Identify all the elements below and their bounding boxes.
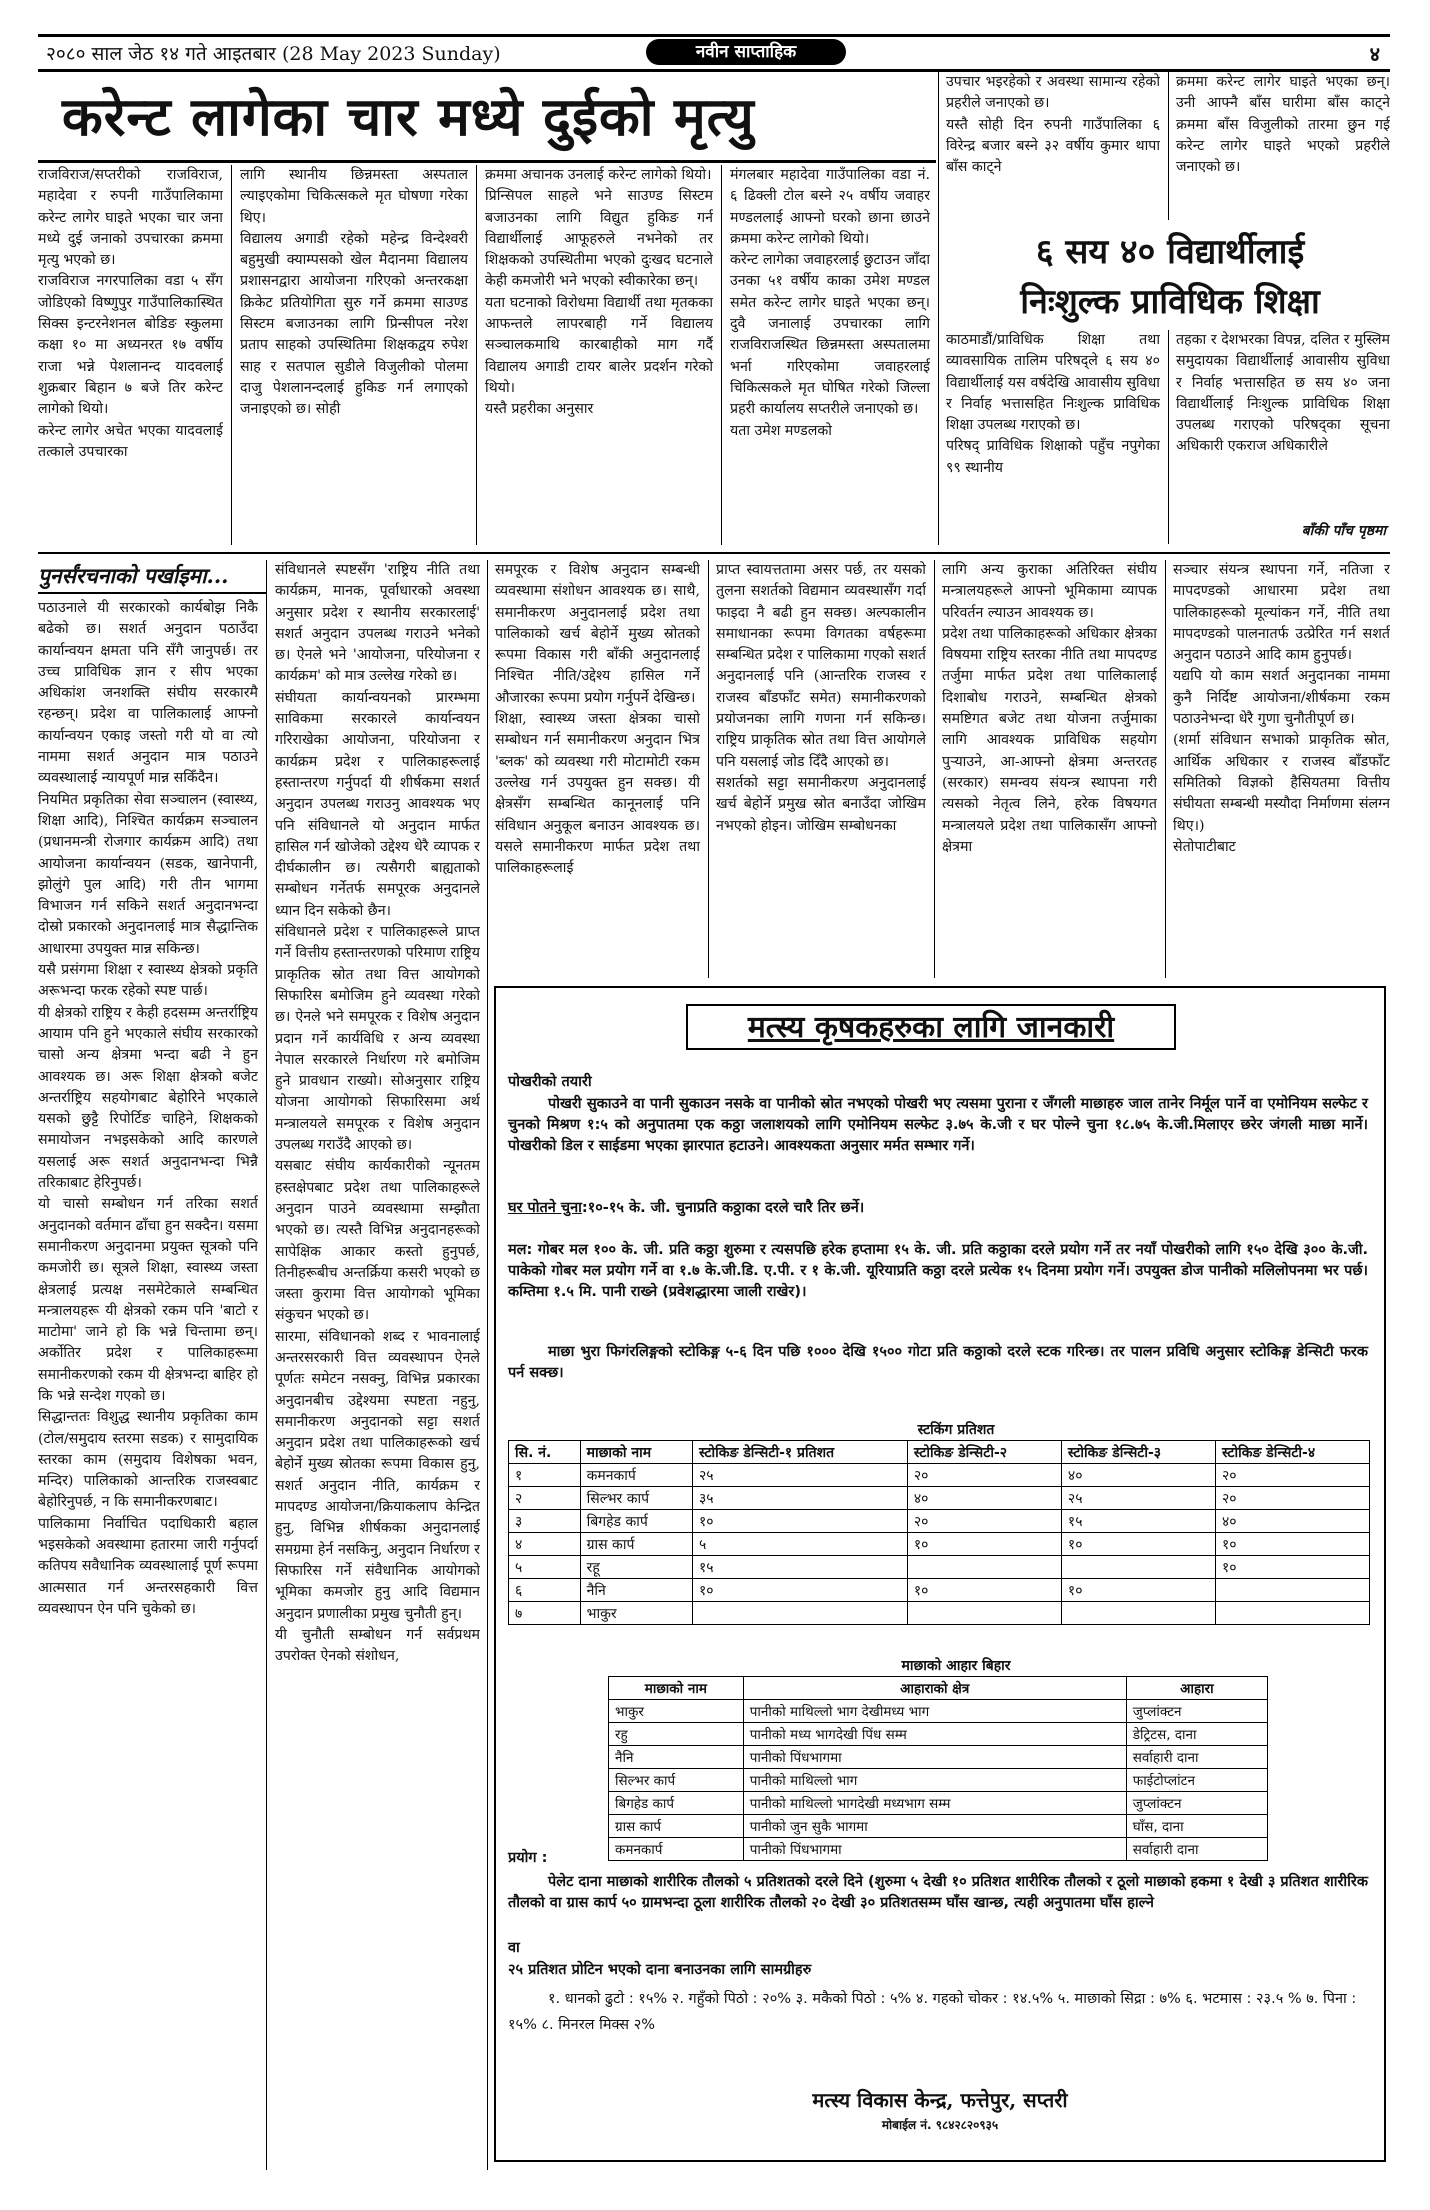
table-row <box>609 1838 1268 1861</box>
column-header: माछाको नाम <box>609 1677 744 1700</box>
table-cell: जुप्लांक्टन <box>1126 1792 1267 1815</box>
pond-prep-text: पोखरी सुकाउने वा पानी सुकाउन नसके वा पानीको स्रोत नभएको पोखरी भए त्यसमा पुराना र जँगली माछाहरु जाल तानेर निर्मूल पार्ने वा एमोनियम सल्फेट र चुनको मिश्रण १:५ को अनुपातमा एक कठ्ठा जलाशयको लागि एमोनियम सल्फेट ३.७५ के.जी र घर पोल्ने चुना १८.७५ के.जी.मिलाएर छरेर जंगली माछा मार्ने। पोखरीको डिल र साईडमा भएका झारपात हटाउने। आवश्यकता अनुसार मर्मत सम्भार गर्ने। <box>508 1096 1368 1154</box>
story3-column-3: समपूरक र विशेष अनुदान सम्बन्धी व्यवस्थामा संशोधन आवश्यक छ। साथै, समानीकरण अनुदानलाई प्रदेश तथा पालिकाको खर्च बेहोर्ने मुख्य स्रोतको रूपमा विकास गरी बाँकी अनुदानलाई निश्चित नीति/उद्देश्य हासिल गर्ने औजारका रूपमा प्रयोग गर्नुपर्ने देखिन्छ। शिक्षा, स्वास्थ्य जस्ता क्षेत्रका चासो सम्बोधन गर्न समानीकरण अनुदान भित्र 'ब्लक' को व्यवस्था गरी मोटामोटी रकम उल्लेख गर्न उपयुक्त हुन सक्छ। यी क्षेत्रसँग सम्बन्धित कानूनलाई पनि संविधान अनुकूल बनाउन आवश्यक छ। यसले समानीकरण मार्फत प्रदेश तथा पालिकाहरूलाई <box>495 562 700 877</box>
table-cell: रहु <box>609 1723 744 1746</box>
table-cell <box>1215 1579 1369 1602</box>
column-rule <box>934 560 935 978</box>
column-rule <box>231 165 232 545</box>
story1-column-4: मंगलबार महादेवा गाउँपालिका वडा नं. ६ ढिक्ली टोल बस्ने २५ वर्षीय जवाहर मण्डललाई आफ्नो घरको छाना छाउने क्रममा करेन्ट लागेको थियो। करेन्ट लागेका जवाहरलाई छुटाउन जाँदा उनका ५१ वर्षीय काका उमेश मण्डल समेत करेन्ट लागेर घाइते भएका छन्। दुवै जनालाई उपचारका लागि राजविराजस्थित छिन्नमस्ता अस्पतालमा भर्ना गरिएकोमा जवाहरलाई चिकित्सकले मृत घोषित गरेको जिल्ला प्रहरी कार्यालय सप्तरीले जनाएको छ। यता उमेश मण्डलको <box>730 167 930 439</box>
story1-column-3: क्रममा अचानक उनलाई करेन्ट लागेको थियो। प्रिन्सिपल साहले भने साउण्ड सिस्टम बजाउनका लागि विद्युत हुकिङ गर्न विद्यार्थीलाई आफूहरुले नभनेको तर शिक्षकको उपस्थितीमा भएको दुःखद घटनाले केही कमजोरी भने भएको स्वीकारेका छन्। यता घटनाको विरोधमा विद्यार्थी तथा मृतकका आफन्तले लापरबाही गर्ने विद्यालय सञ्चालकमाथि कारबाहीको माग गर्दै विद्यालय अगाडी टायर बालेर प्रदर्शन गरेको थियो। यस्तै प्रहरीका अनुसार <box>485 167 713 418</box>
table-cell <box>1215 1602 1369 1625</box>
section-divider <box>38 552 1390 554</box>
column-header: स्टोकिङ डेन्सिटी-१ प्रतिशत <box>693 1441 908 1464</box>
table-row <box>609 1746 1268 1769</box>
table-row <box>609 1700 1268 1723</box>
fish-farmer-notice-box <box>494 986 1386 2162</box>
lime-label: घर पोतने चुना <box>508 1200 582 1216</box>
column-header: माछाको नाम <box>580 1441 692 1464</box>
table-row <box>609 1769 1268 1792</box>
story2-column-2: तहका र देशभरका विपन्न, दलित र मुस्लिम समुदायका विद्यार्थीलाई आवासीय सुविधा र निर्वाह भत्तासहित छ सय ४० जना विद्यार्थीलाई निःशुल्क प्राविधिक शिक्षा उपलब्ध गराएको परिषद्का सूचना अधिकारी एकराज अधिकारीले <box>1176 332 1390 455</box>
table-cell: ४० <box>907 1487 1061 1510</box>
table-cell: कमनकार्प <box>580 1464 692 1487</box>
table-cell: २५ <box>1061 1487 1215 1510</box>
column-rule <box>476 165 477 545</box>
story1-headline: करेन्ट लागेका चार मध्ये दुईको मृत्यु <box>62 86 755 148</box>
table-cell: कमनकार्प <box>609 1838 744 1861</box>
sponsor-name: मत्स्य विकास केन्द्र, फत्तेपुर, सप्तरी <box>812 2088 1068 2112</box>
table-cell: १० <box>693 1510 908 1533</box>
table-cell: घाँस, दाना <box>1126 1815 1267 1838</box>
table-cell: २० <box>1215 1487 1369 1510</box>
story3-column-6: सञ्चार संयन्त्र स्थापना गर्ने, नतिजा र मापदण्डको आधारमा प्रदेश तथा पालिकाहरूको मूल्यांकन गर्ने, नीति तथा मापदण्डको पालनातर्फ उत्प्रेरित गर्न सशर्त अनुदान पठाउने आदि काम हुनुपर्छ। यद्यपि यो काम सशर्त अनुदानका नाममा कुनै निर्दिष्ट आयोजना/शीर्षकमा रकम पठाउनेभन्दा धेरै गुणा चुनौतीपूर्ण छ। (शर्मा संविधान सभाको प्राकृतिक स्रोत, आर्थिक अधिकार र राजस्व बाँडफाँट समितिको विज्ञको हैसियतमा वित्तीय संघीयता सम्बन्धी मस्यौदा निर्माणमा संलग्न थिए।) सेतोपाटीबाट <box>1173 562 1390 855</box>
table-cell <box>1061 1602 1215 1625</box>
table-cell: १० <box>1215 1556 1369 1579</box>
column-header: आहारा <box>1126 1677 1267 1700</box>
table-cell: सर्वाहारी दाना <box>1126 1838 1267 1861</box>
table-cell: ४ <box>509 1533 581 1556</box>
column-rule <box>1168 330 1169 544</box>
table-cell: १० <box>1215 1533 1369 1556</box>
table-cell <box>1061 1556 1215 1579</box>
story1-column-2: लागि स्थानीय छिन्नमस्ता अस्पताल ल्याइएकोमा चिकित्सकले मृत घोषणा गरेका थिए। विद्यालय अगाडी रहेको महेन्द्र विन्देश्वरी बहुमुखी क्याम्पसको खेल मैदानमा विद्यालय प्रशासनद्वारा आयोजना गरिएको अन्तरकक्षा क्रिकेट प्रतियोगिता सुरु गर्ने क्रममा साउण्ड सिस्टम बजाउनका लागि प्रिन्सीपल नरेश प्रताप साहको उपस्थितिमा शिक्षकद्वय रुपेश साह र सतपाल सुडीले विजुलीको पोलमा दाजु पेशलानन्दलाई हुकिङ गर्न लगाएको जनाइएको छ। सोही <box>240 167 468 418</box>
continued-on-page-5: बाँकी पाँच पृष्ठमा <box>1301 523 1386 539</box>
table-cell: नैनि <box>580 1579 692 1602</box>
feeding-habit-table <box>608 1676 1268 1861</box>
story1-column-5: उपचार भइरहेको र अवस्था सामान्य रहेको प्रहरीले जनाएको छ। यस्तै सोही दिन रुपनी गाउँपालिका ६ विरेन्द्र बजार बस्ने ३२ वर्षीय कुमार थापा बाँस काट्ने <box>946 74 1160 176</box>
story3-column-1: पठाउनाले यी सरकारको कार्यबोझ निकै बढेको छ। सशर्त अनुदान पठाउँदा कार्यान्वयन क्षमता पनि सँगै जानुपर्छ। तर उच्च प्राविधिक ज्ञान र सीप भएका अधिकांश जनशक्ति संघीय सरकारमै रहन्छन्। प्रदेश वा पालिकालाई आफ्नो कार्यान्वयन एकाइ जस्तो गरी यो वा त्यो नाममा सशर्त अनुदान मात्र पठाउने व्यवस्थालाई न्यायपूर्ण मान्न सकिँदैन। नियमित प्रकृतिका सेवा सञ्चालन (स्वास्थ्य, शिक्षा आदि), निश्चित कार्यक्रम सञ्चालन (प्रधानमन्त्री रोजगार कार्यक्रम आदि) तथा आयोजना कार्यान्वयन (सडक, खानेपानी, झोलुंगे पुल आदि) गरी तीन भागमा विभाजन गर्न सकिने सशर्त अनुदानभन्दा दोस्रो प्रकारको अनुदानलाई मात्र सैद्धान्तिक आधारमा उपयुक्त मान्न सकिन्छ। यसै प्रसंगमा शिक्षा र स्वास्थ्य क्षेत्रको प्रकृति अरूभन्दा फरक रहेको स्पष्ट पार्छ। यी क्षेत्रको राष्ट्रिय र केही हदसम्म अन्तर्राष्ट्रिय आयाम पनि हुने भएकाले संघीय सरकारको चासो अन्य क्षेत्रमा भन्दा बढी ने हुन आवश्यक छ। अरू शिक्षा क्षेत्रको बजेट अन्तर्राष्ट्रिय सहयोगबाट बेहोरिने भएकाले यसको छुट्टै रिपोर्टिङ चाहिने, शिक्षकको समायोजन नभइसकेको आदि कारणले यसलाई अरू सशर्त अनुदानभन्दा भिन्नै तरिकाबाट हेरिनुपर्छ। यो चासो सम्बोधन गर्न तरिका सशर्त अनुदानको वर्तमान ढाँचा हुन सक्दैन। यसमा समानीकरण अनुदानमा प्रयुक्त सूत्रको पनि कमजोरी छ। सूत्रले शिक्षा, स्वास्थ्य जस्ता क्षेत्रलाई प्रत्यक्ष नसमेटेकाले सम्बन्धित मन्त्रालयहरू यी क्षेत्रको रकम पनि 'बाटो र माटोमा' जाने हो कि भन्ने चिन्तामा छन्। अर्कोतिर प्रदेश र पालिकाहरूमा समानीकरणको रकम यी क्षेत्रभन्दा बाहिर हो कि भन्ने सन्देश गएको छ। सिद्धान्ततः विशुद्ध स्थानीय प्रकृतिका काम (टोल/समुदाय स्तरमा सडक) र सामुदायिक स्तरका काम (समुदाय विशेषका भवन, मन्दिर) पालिकाको आन्तरिक राजस्वबाट बेहोरिनुपर्छ, न कि समानीकरणबाट। पालिकामा निर्वाचित पदाधिकारी बहाल भइसकेको अवस्थामा हतारमा जारी गर्नुपर्दा कतिपय सवैधानिक व्यवस्थालाई पूर्ण रूपमा आत्मसात गर्न अन्तरसहकारी वित्त व्यवस्थापन ऐन पनि चुकेको छ। <box>38 600 258 1617</box>
table-cell: २० <box>1215 1464 1369 1487</box>
column-header: स्टोकिङ डेन्सिटी-३ <box>1061 1441 1215 1464</box>
lime-text: :१०-१५ के. जी. चुनाप्रति कठ्ठाका दरले चारै तिर छर्ने। <box>581 1200 865 1216</box>
table-row <box>609 1792 1268 1815</box>
column-header: स्टोकिङ डेन्सिटी-४ <box>1215 1441 1369 1464</box>
story2-headline-line2: निःशुल्क प्राविधिक शिक्षा <box>1020 282 1320 322</box>
table-cell: ३ <box>509 1510 581 1533</box>
table-cell: पानीको पिंधभागमा <box>743 1746 1126 1769</box>
table-cell: पानीको माथिल्लो भागदेखी मध्यभाग सम्म <box>743 1792 1126 1815</box>
column-rule <box>266 560 267 2170</box>
stocking-table-caption: स्टकिंग प्रतिशत <box>917 1422 995 1438</box>
table-cell: ५ <box>509 1556 581 1579</box>
table-cell: १० <box>1061 1579 1215 1602</box>
table-cell: ७ <box>509 1602 581 1625</box>
stocking-text: माछा भुरा फिगंरलिङ्गको स्टोकिङ्ग ५-६ दिन पछि १००० देखि १५०० गोटा प्रति कठ्ठाको दरले स्टक गरिन्छ। तर पालन प्रविधि अनुसार स्टोकिङ्ग डेन्सिटी फरक पर्न सक्छ। <box>508 1344 1368 1381</box>
table-row <box>509 1510 1370 1533</box>
column-header: स्टोकिङ डेन्सिटी-२ <box>907 1441 1061 1464</box>
table-cell: ४० <box>1061 1464 1215 1487</box>
story1-column-1: राजविराज/सप्तरीको राजविराज, महादेवा र रुपनी गाउँपालिकामा करेन्ट लागेर घाइते भएका चार जना मध्ये दुई जनाको उपचारका क्रममा मृत्यु भएको छ। राजविराज नगरपालिका वडा ५ सँग जोडिएको विष्णुपुर गाउँपालिकास्थित सिक्स इन्टरनेशनल बोडिङ स्कुलमा कक्षा १० मा अध्यनरत १७ वर्षीय राजा भन्ने पेशलानन्द यादवलाई शुक्रबार बिहान ७ बजे तिर करेन्ट लागेको थियो। करेन्ट लागेर अचेत भएका यादवलाई तत्काले उपचारका <box>38 167 223 460</box>
table-row <box>509 1533 1370 1556</box>
table-cell: सर्वाहारी दाना <box>1126 1746 1267 1769</box>
table-cell: २५ <box>693 1464 908 1487</box>
table-cell: बिगहेड कार्प <box>609 1792 744 1815</box>
column-rule <box>721 165 722 545</box>
table-cell: सिल्भर कार्प <box>580 1487 692 1510</box>
table-cell: फाईटोप्लांटन <box>1126 1769 1267 1792</box>
protein-feed-ingredients: १. धानको ढुटो : १५% २. गहुँको पिठो : २०% ३. मकैको पिठो : ५% ४. गहको चोकर : १४.५% ५. माछाको सिद्रा : ७% ६. भटमास : २३.५ % ७. पिना : १५% ८. मिनरल मिक्स २% <box>508 1991 1357 2033</box>
table-row <box>509 1464 1370 1487</box>
table-cell: २० <box>907 1510 1061 1533</box>
story3-column-4: प्राप्त स्वायत्ततामा असर पर्छ, तर यसको तुलना सशर्तको विद्यमान व्यवस्थासँग गर्दा फाइदा नै बढी हुन सक्छ। अल्पकालीन समाधानका रूपमा विगतका वर्षहरूमा सम्बन्धित प्रदेश र पालिकामा गएको सशर्त अनुदानलाई पनि (आन्तरिक राजस्व र राजस्व बाँडफाँट समेत) समानीकरणको प्रयोजनका लागि गणना गर्न सकिन्छ। राष्ट्रिय प्राकृतिक स्रोत तथा वित्त आयोगले पनि यसलाई जोड दिँदै आएको छ। सशर्तको सट्टा समानीकरण अनुदानलाई खर्च बेहोर्ने प्रमुख स्रोत बनाउँदा जोखिम नभएको होइन। जोखिम सम्बोधनका <box>716 562 926 834</box>
table-cell: ३५ <box>693 1487 908 1510</box>
story3-headline: पुनर्संरचनाको पर्खाइमा... <box>38 560 266 594</box>
table-cell: १० <box>1061 1533 1215 1556</box>
table-cell: १५ <box>1061 1510 1215 1533</box>
table-cell: २० <box>907 1464 1061 1487</box>
masthead <box>38 34 1390 72</box>
column-header: आहाराको क्षेत्र <box>743 1677 1126 1700</box>
table-cell <box>907 1602 1061 1625</box>
table-row <box>509 1556 1370 1579</box>
table-cell: रहू <box>580 1556 692 1579</box>
table-cell: भाकुर <box>609 1700 744 1723</box>
table-cell: भाकुर <box>580 1602 692 1625</box>
table-row <box>509 1579 1370 1602</box>
table-cell: नैनि <box>609 1746 744 1769</box>
table-row <box>609 1723 1268 1746</box>
pond-prep-heading: पोखरीको तयारी <box>508 1074 592 1090</box>
table-cell: ४० <box>1215 1510 1369 1533</box>
feeding-table-caption: माछाको आहार बिहार <box>901 1658 1011 1674</box>
table-cell: पानीको माथिल्लो भाग देखीमध्य भाग <box>743 1700 1126 1723</box>
column-rule <box>487 560 488 2170</box>
story2-column-1: काठमाडौं/प्राविधिक शिक्षा तथा व्यावसायिक तालिम परिषद्ले ६ सय ४० विद्यार्थीलाई यस वर्षदेखि आवासीय सुविधा र निर्वाह भत्तासहित निःशुल्क प्राविधिक शिक्षा उपलब्ध गराएको छ। परिषद् प्राविधिक शिक्षाको पहुँच नपुगेका ९९ स्थानीय <box>946 332 1160 476</box>
manure-label: मल: <box>508 1242 533 1258</box>
column-rule <box>1168 72 1169 220</box>
table-cell: सिल्भर कार्प <box>609 1769 744 1792</box>
table-cell: पानीको पिंधभागमा <box>743 1838 1126 1861</box>
manure-text: गोबर मल १०० के. जी. प्रति कठ्ठा शुरुमा र त्यसपछि हरेक हप्तामा १५ के. जी. प्रति कठ्ठाका दरले प्रयोग गर्ने तर नयाँ पोखरीको लागि १५० देखि ३०० के.जी. पाकेको गोबर मल प्रयोग गर्ने वा १.७ के.जी.डि. ए.पी. र १ के.जी. यूरियाप्रति कठ्ठा दरले प्रत्येक १५ दिनमा प्रयोग गर्ने। उपयुक्त डोज पानीको मलिलोपनमा भर पर्छ। कम्तिमा १.५ मि. पानी राख्ने (प्रवेशद्धारमा जाली राखेर)। <box>508 1242 1368 1300</box>
table-row <box>509 1602 1370 1625</box>
table-cell: २ <box>509 1487 581 1510</box>
table-cell: ५ <box>693 1533 908 1556</box>
story3-column-2: संविधानले स्पष्टसँग 'राष्ट्रिय नीति तथा कार्यक्रम, मानक, पूर्वाधारको अवस्था अनुसार प्रदेश र स्थानीय सरकारलाई' सशर्त अनुदान उपलब्ध गराउने भनेको छ। ऐनले भने 'आयोजना, परियोजना र कार्यक्रम' को मात्र उल्लेख गरेको छ। संघीयता कार्यान्वयनको प्रारम्भमा साविकमा सरकारले कार्यान्वयन गरिराखेका आयोजना, परियोजना र कार्यक्रम प्रदेश र पालिकाहरूलाई हस्तान्तरण गर्नुपर्दा यी शीर्षकमा सशर्त अनुदान उपलब्ध गराउनु आवश्यक भए पनि संविधानले यो अनुदान मार्फत हासिल गर्न खोजेको उद्देश्य धेरै व्यापक र दीर्घकालीन छ। त्यसैगरी बाह्यताको सम्बोधन गर्नेतर्फ समपूरक अनुदानले ध्यान दिन सकेको छैन। संविधानले प्रदेश र पालिकाहरूले प्राप्त गर्ने वित्तीय हस्तान्तरणको परिमाण राष्ट्रिय प्राकृतिक स्रोत तथा वित्त आयोगको सिफारिस बमोजिम हुने व्यवस्था गरेको छ। ऐनले भने समपूरक र विशेष अनुदान प्रदान गर्ने कार्यविधि र अन्य व्यवस्था नेपाल सरकारले निर्धारण गरे बमोजिम हुने प्रावधान राख्यो। सोअनुसार राष्ट्रिय योजना आयोगको सिफारिसमा अर्थ मन्त्रालयले समपूरक र विशेष अनुदान उपलब्ध गराउँदै आएको छ। यसबाट संघीय कार्यकारीको न्यूनतम हस्तक्षेपबाट प्रदेश तथा पालिकाहरूले अनुदान पाउने व्यवस्थामा सम्झौता भएको छ। त्यस्तै विभिन्न अनुदानहरूको सापेक्षिक आकार कस्तो हुनुपर्छ, तिनीहरूबीच अन्तर्क्रिया कसरी भएको छ जस्ता कुरामा वित्त आयोगको भूमिका संकुचन भएको छ। सारमा, संविधानको शब्द र भावनालाई अन्तरसरकारी वित्त व्यवस्थापन ऐनले पूर्णतः समेटन नसक्नु, विभिन्न प्रकारका अनुदानबीच उद्देश्यमा स्पष्टता नहुनु, समानीकरण अनुदानको सट्टा सशर्त अनुदान प्रदेश तथा पालिकाहरूको खर्च बेहोर्ने मुख्य स्रोतका रूपमा विकास हुनु, सशर्त अनुदान नीति, कार्यक्रम र मापदण्ड आयोजना/क्रियाकलाप केन्द्रित हुनु, विभिन्न शीर्षकका अनुदानलाई समग्रमा हेर्न नसकिनु, अनुदान निर्धारण र सिफारिस गर्ने संवैधानिक आयोगको भूमिका कमजोर हुनु आदि विद्यमान अनुदान प्रणालीका प्रमुख चुनौती हुन्। यी चुनौती सम्बोधन गर्न सर्वप्रथम उपरोक्त ऐनको संशोधन, <box>275 562 480 1665</box>
table-cell: १० <box>907 1533 1061 1556</box>
column-header: सि. नं. <box>509 1441 581 1464</box>
table-cell: डेट्रिटस, दाना <box>1126 1723 1267 1746</box>
column-rule <box>1165 560 1166 978</box>
table-cell <box>907 1556 1061 1579</box>
issue-date: २०८० साल जेठ १४ गते आइतबार (28 May 2023 Sunday) <box>46 43 501 65</box>
page-number: ४ <box>1369 42 1380 66</box>
table-row <box>609 1815 1268 1838</box>
column-rule <box>938 72 939 545</box>
table-cell: पानीको मध्य भागदेखी पिंध सम्म <box>743 1723 1126 1746</box>
table-cell: बिगहेड कार्प <box>580 1510 692 1533</box>
stocking-table <box>508 1440 1370 1625</box>
table-cell: ग्रास कार्प <box>609 1815 744 1838</box>
table-cell: पानीको जुन सुकै भागमा <box>743 1815 1126 1838</box>
or-connector: वा <box>508 1940 520 1956</box>
column-rule <box>708 560 709 978</box>
story3-column-5: लागि अन्य कुराका अतिरिक्त संघीय मन्त्रालयहरूले आफ्नो भूमिकामा व्यापक परिवर्तन ल्याउन आवश्यक छ। प्रदेश तथा पालिकाहरूको अधिकार क्षेत्रका विषयमा राष्ट्रिय स्तरका नीति तथा मापदण्ड तर्जुमा मार्फत प्रदेश तथा पालिकालाई दिशाबोध गराउने, सम्बन्धित क्षेत्रको समष्टिगत बजेट तथा योजना तर्जुमाका लागि आवश्यक प्राविधिक सहयोग पुऱ्याउने, आ-आफ्नो क्षेत्रमा अन्तरतह (सरकार) समन्वय संयन्त्र स्थापना गरी त्यसको नेतृत्व लिने, हरेक विषयगत मन्त्रालयले प्रदेश तथा पालिकासँग आफ्नो क्षेत्रमा <box>942 562 1157 855</box>
usage-heading: प्रयोग : <box>508 1850 548 1866</box>
table-cell: १ <box>509 1464 581 1487</box>
lime-paragraph <box>508 1198 1368 1219</box>
table-cell: ग्रास कार्प <box>580 1533 692 1556</box>
usage-text: पेलेट दाना माछाको शारीरिक तौलको ५ प्रतिशतको दरले दिने (शुरुमा ५ देखी १० प्रतिशत शारीरिक तौलको र ठूलो माछाको हकमा १ देखी ३ प्रतिशत शारीरिक तौलको वा ग्रास कार्प ५० ग्रामभन्दा ठूला शारीरिक तौलको २० देखी ३० प्रतिशतसम्म घाँस खान्छ, त्यही अनुपातमा घाँस हाल्ने <box>508 1874 1368 1911</box>
table-cell: १० <box>907 1579 1061 1602</box>
table-cell: ६ <box>509 1579 581 1602</box>
manure-paragraph <box>508 1240 1368 1303</box>
story1-column-6: क्रममा करेन्ट लागेर घाइते भएका छन्। उनी आफ्नै बाँस घारीमा बाँस काट्ने क्रममा बाँस विजुलीको तारमा छुन गई करेन्ट लागेर घाइते भएको प्रहरीले जनाएको छ। <box>1176 74 1390 176</box>
table-cell <box>693 1602 908 1625</box>
table-cell: १५ <box>693 1556 908 1579</box>
protein-feed-heading: २५ प्रतिशत प्रोटिन भएको दाना बनाउनका लागि सामग्रीहरु <box>508 1962 812 1978</box>
notice-title: मत्स्य कृषकहरुका लागि जानकारी <box>686 1004 1176 1050</box>
table-cell: १० <box>693 1579 908 1602</box>
table-cell: जुप्लांक्टन <box>1126 1700 1267 1723</box>
headline-underline <box>38 160 936 163</box>
newspaper-name-badge: नवीन साप्ताहिक <box>646 39 846 65</box>
table-cell: पानीको माथिल्लो भाग <box>743 1769 1126 1792</box>
table-row <box>509 1487 1370 1510</box>
story2-headline-line1: ६ सय ४० विद्यार्थीलाई <box>1035 232 1305 272</box>
sponsor-mobile: मोबाईल नं. ९८४२८२०९३५ <box>881 2118 999 2132</box>
